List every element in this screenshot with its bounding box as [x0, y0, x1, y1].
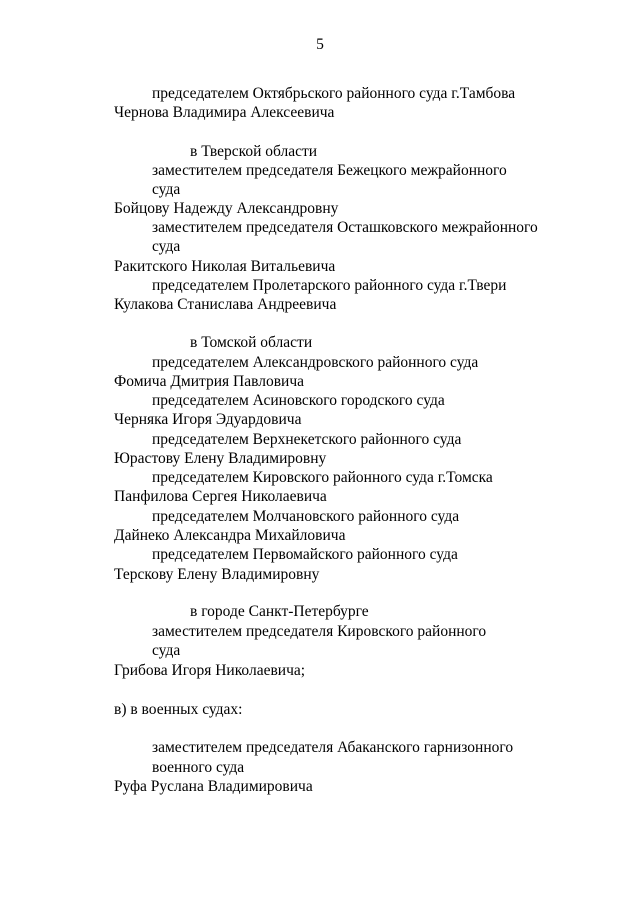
position-text: заместителем председателя Кировского районного	[152, 623, 487, 640]
position-text: председателем Пролетарского районного суда г.Твери	[152, 277, 507, 294]
position-text: заместителем председателя Абаканского гарнизонного	[152, 739, 514, 756]
position-text: председателем Асиновского городского суда	[152, 392, 445, 409]
appointee-name: Терскову Елену Владимировну	[114, 566, 320, 583]
position-text: заместителем председателя Бежецкого межрайонного	[152, 162, 507, 179]
appointee-name: Юрастову Елену Владимировну	[114, 450, 327, 467]
position-text: военного суда	[152, 759, 245, 776]
appointee-name: Ракитского Николая Витальевича	[114, 258, 336, 275]
appointee-name: Фомича Дмитрия Павловича	[114, 373, 305, 390]
appointee-name: Кулакова Станислава Андреевича	[114, 296, 337, 313]
position-text: суда	[152, 238, 181, 255]
position-text: председателем Молчановского районного суда	[152, 508, 460, 525]
page-number: 5	[316, 36, 324, 53]
appointee-name: Руфа Руслана Владимировича	[114, 778, 313, 795]
position-text: председателем Первомайского районного суда	[152, 546, 458, 563]
section-heading: в) в военных судах:	[114, 701, 243, 718]
position-text: заместителем председателя Осташковского межрайонного	[152, 219, 538, 236]
region-heading: в городе Санкт-Петербурге	[190, 603, 369, 620]
position-text: суда	[152, 642, 181, 659]
appointee-name: Дайнеко Александра Михайловича	[114, 527, 346, 544]
position-text: суда	[152, 181, 181, 198]
region-heading: в Томской области	[190, 334, 313, 351]
appointee-name: Черняка Игоря Эдуардовича	[114, 411, 302, 428]
appointee-name: Панфилова Сергея Николаевича	[114, 488, 327, 505]
appointee-name: Грибова Игоря Николаевича;	[114, 662, 306, 679]
appointee-name: Чернова Владимира Алексеевича	[114, 104, 335, 121]
position-text: председателем Кировского районного суда г.Томска	[152, 469, 493, 486]
region-heading: в Тверской области	[190, 143, 318, 160]
appointee-name: Бойцову Надежду Александровну	[114, 200, 339, 217]
position-text: председателем Верхнекетского районного суда	[152, 431, 462, 448]
position-text: председателем Октябрьского районного суда г.Тамбова	[152, 85, 516, 102]
position-text: председателем Александровского районного суда	[152, 354, 479, 371]
